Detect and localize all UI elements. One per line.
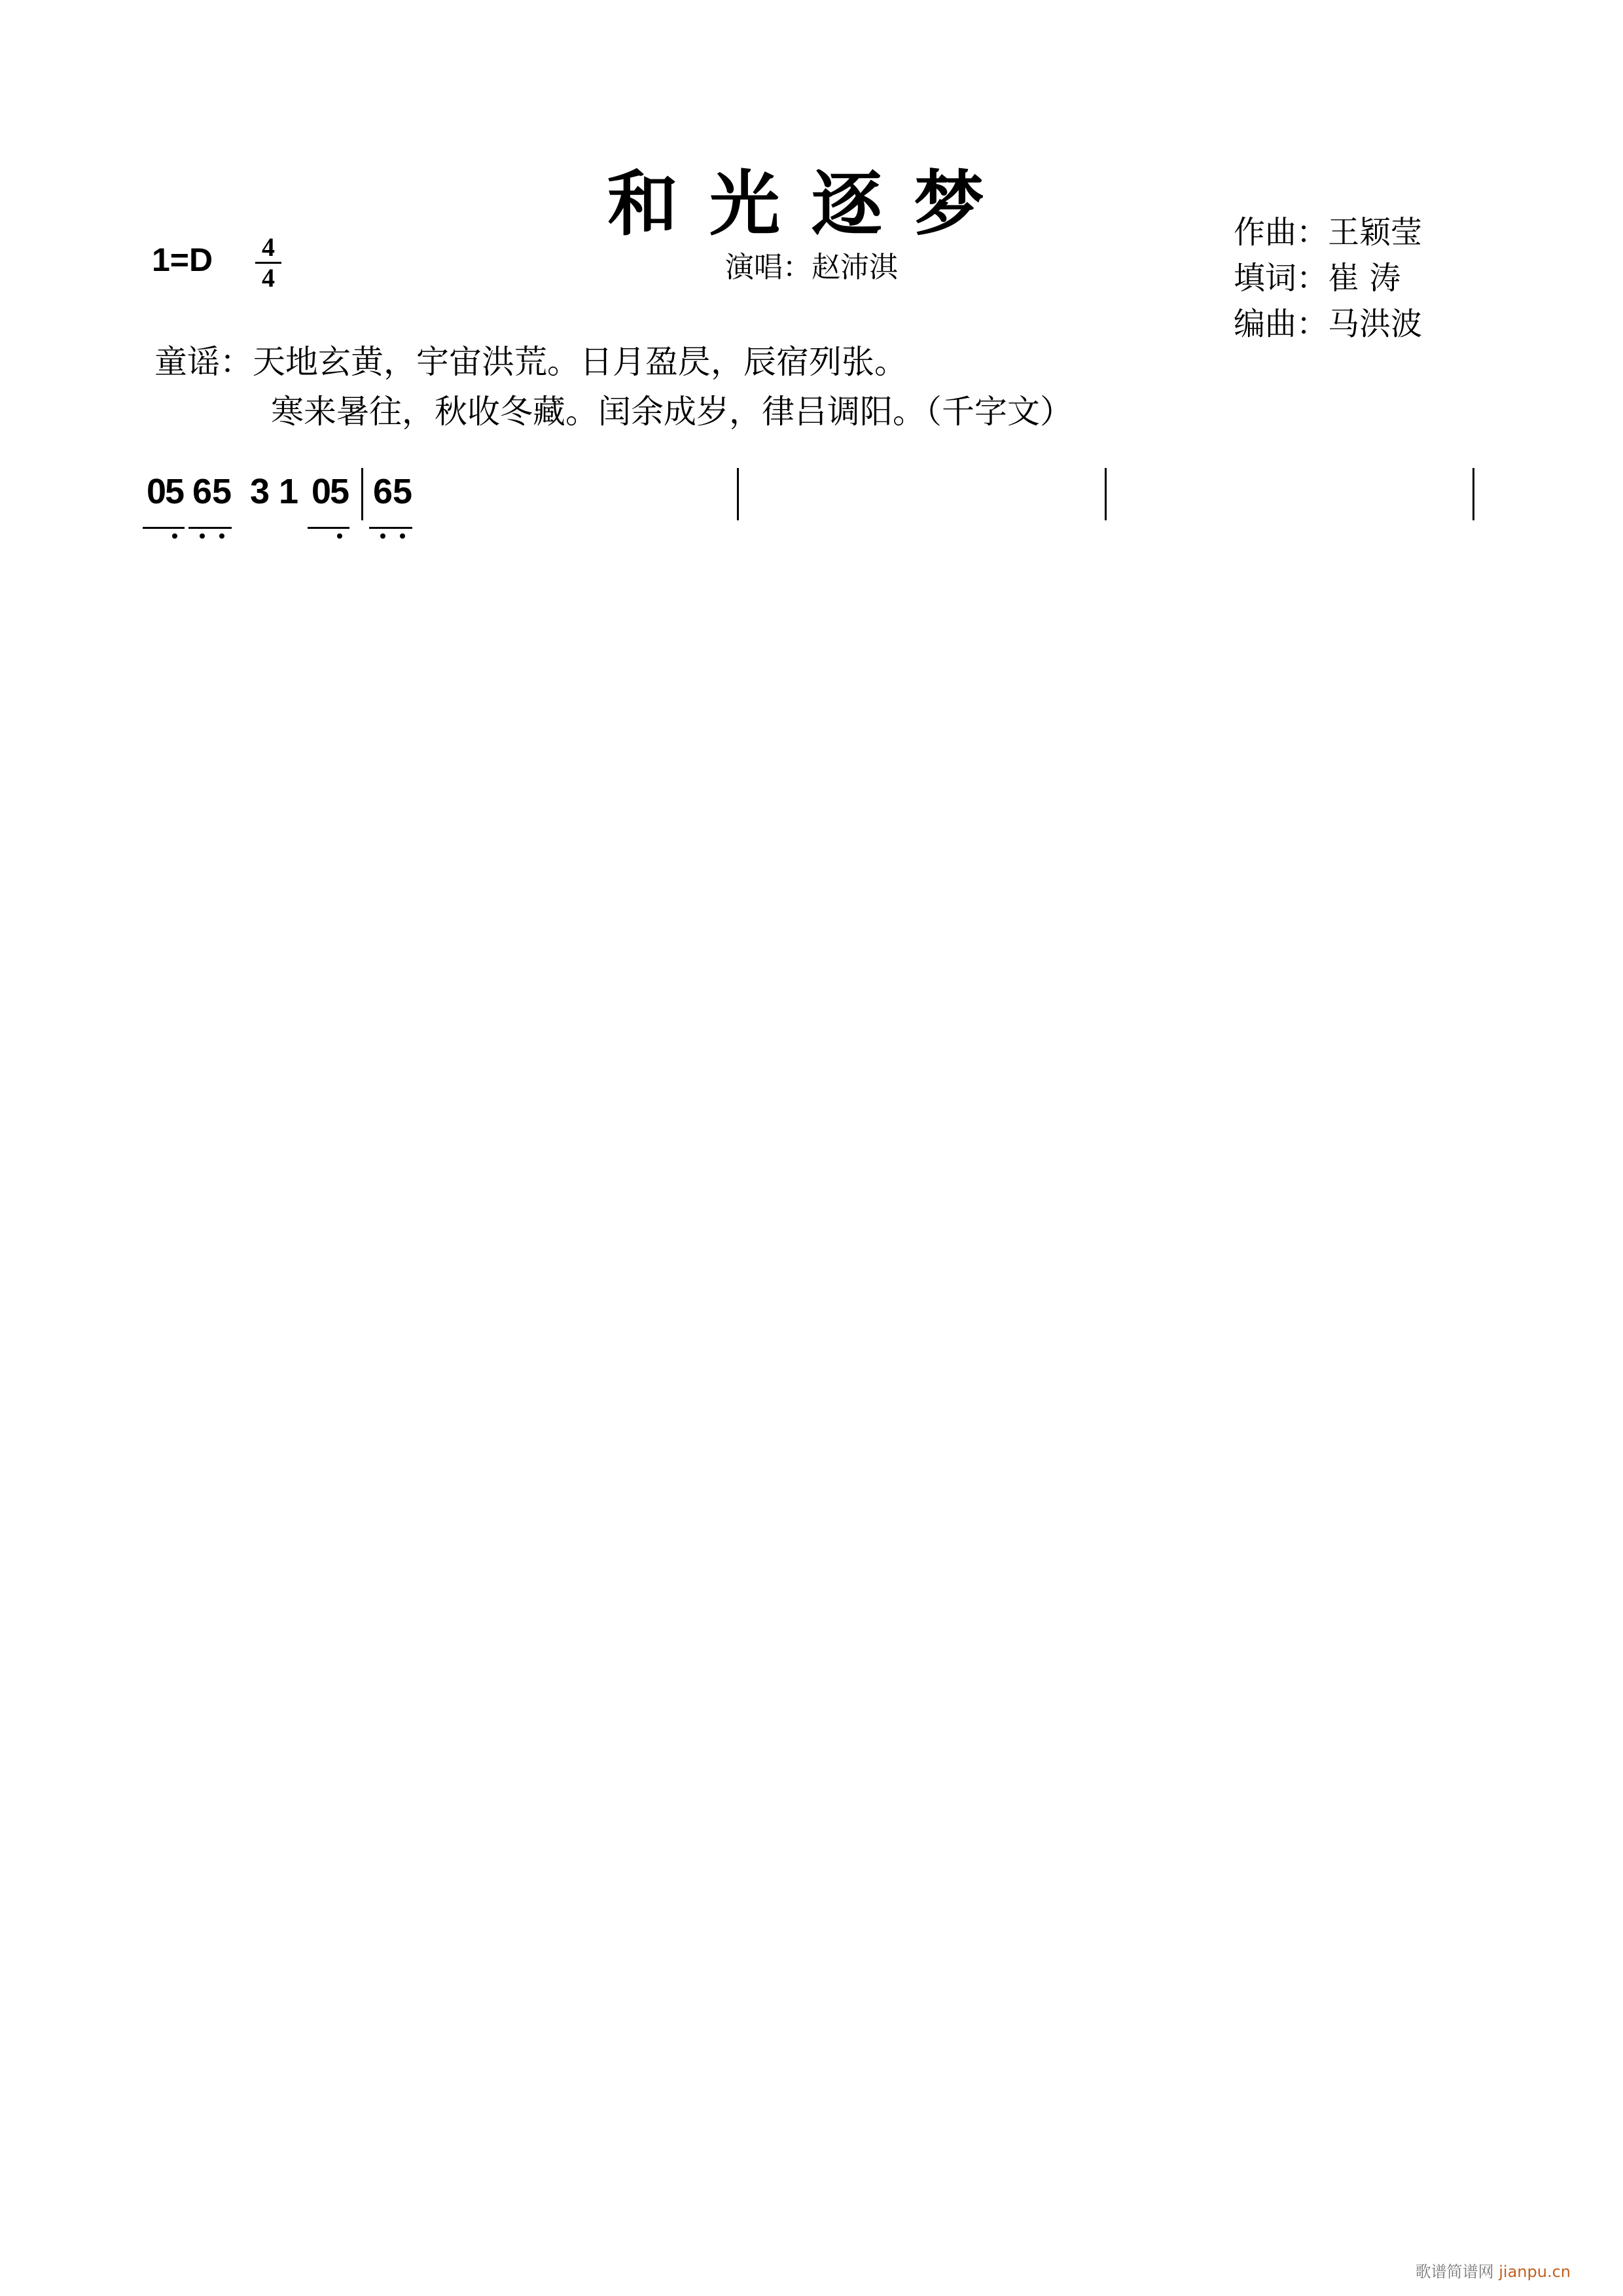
credits-block bbox=[1234, 209, 1422, 347]
note: 0 bbox=[311, 472, 332, 511]
song-title: 和光逐梦 bbox=[607, 163, 1016, 245]
singer-credit: 演唱：赵沛淇 bbox=[725, 251, 898, 284]
barline bbox=[737, 468, 739, 520]
barline bbox=[1105, 468, 1107, 520]
nursery-rhyme-line-1: 童谣：天地玄黄，宇宙洪荒。日月盈昃，辰宿列张。 bbox=[154, 343, 907, 381]
underline-beam bbox=[143, 527, 185, 529]
note: 0 bbox=[146, 472, 167, 511]
low-octave-dot bbox=[219, 533, 224, 539]
note: 6 bbox=[192, 472, 213, 511]
low-octave-dot bbox=[200, 533, 205, 539]
nursery-rhyme-line-2: 寒来暑往，秋收冬藏。闰余成岁，律吕调阳。（千字文） bbox=[271, 393, 1073, 431]
barline bbox=[1472, 468, 1474, 520]
lyricist-credit: 填词：崔 涛 bbox=[1234, 260, 1401, 296]
note: 5 bbox=[329, 472, 350, 511]
time-signature-top: 4 bbox=[262, 232, 275, 262]
note: 1 bbox=[278, 472, 299, 511]
underline-beam bbox=[308, 527, 349, 529]
low-octave-dot bbox=[337, 533, 342, 539]
note: 5 bbox=[392, 472, 413, 511]
barline bbox=[361, 468, 363, 520]
low-octave-dot bbox=[172, 533, 177, 539]
low-octave-dot bbox=[380, 533, 385, 539]
underline-beam bbox=[188, 527, 232, 529]
composer-credit: 作曲：王颖莹 bbox=[1234, 214, 1423, 251]
note: 3 bbox=[249, 472, 270, 511]
key-signature: 1=D bbox=[152, 242, 213, 278]
nursery-rhyme bbox=[154, 337, 1073, 437]
watermark-text: 歌谱简谱网 bbox=[1415, 2263, 1494, 2281]
note: 6 bbox=[372, 472, 393, 511]
note: 5 bbox=[164, 472, 185, 511]
watermark bbox=[1416, 2259, 1571, 2282]
underline-beam bbox=[369, 527, 412, 529]
watermark-url: jianpu.cn bbox=[1499, 2263, 1571, 2281]
note: 5 bbox=[211, 472, 232, 511]
arranger-credit: 编曲：马洪波 bbox=[1234, 306, 1423, 342]
low-octave-dot bbox=[400, 533, 405, 539]
time-signature-bottom: 4 bbox=[262, 263, 275, 293]
